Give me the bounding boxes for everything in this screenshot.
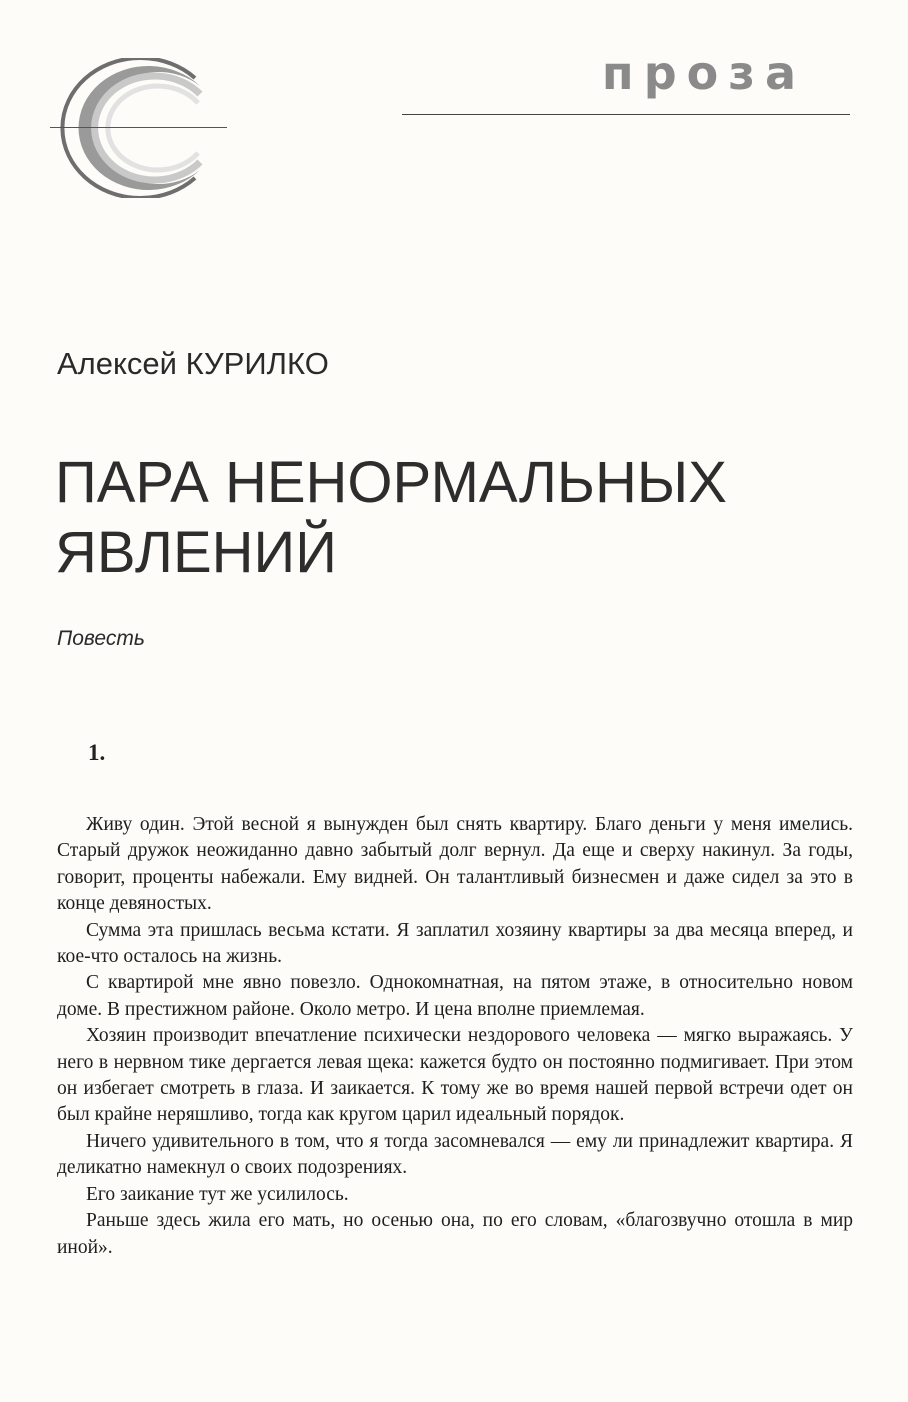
paragraph: С квартирой мне явно повезло. Однокомнатная, на пятом этаже, в относительно новом доме. В престижном районе. Около метро. И цена вполне приемлемая. — [57, 972, 853, 1020]
paragraph: Раньше здесь жила его мать, но осенью она, по его словам, «благозвучно отошла в мир иной». — [57, 1210, 853, 1258]
section-label: проза — [601, 46, 806, 100]
story-title — [55, 448, 835, 588]
genre-label: Повесть — [57, 627, 145, 650]
paragraph: Сумма эта пришлась весьма кстати. Я заплатил хозяину квартиры за два месяца вперед, и кое-что осталось на жизнь. — [57, 919, 853, 968]
paragraph: Живу один. Этой весной я вынужден был снять квартиру. Благо деньги у меня имелись. Старый дружок неожиданно давно забытый долг вернул. Да еще и сверху накинул. За годы, говорит, проценты набежали. Ему видней. Он талантливый бизнесмен и даже сидел за это в конце девяностых. — [57, 814, 853, 915]
author-name: Алексей КУРИЛКО — [57, 346, 329, 381]
story-body — [57, 812, 853, 1261]
magazine-c-logo-icon — [50, 58, 230, 198]
story-title-line: ЯВЛЕНИЙ — [55, 520, 337, 585]
paragraph: Хозяин производит впечатление психически нездорового человека — мягко выражаясь. У него в нервном тике дергается левая щека: кажется будто он постоянно подмигивает. При этом он избегает смотреть в глаза. И заикается. К тому же во время нашей первой встречи одет он был крайне неряшливо, тогда как кругом царил идеальный порядок. — [57, 1025, 853, 1126]
story-title-line: ПАРА НЕНОРМАЛЬНЫХ — [55, 450, 727, 515]
section-rule — [402, 114, 850, 115]
logo-rule — [50, 127, 227, 128]
paragraph: Его заикание тут же усилилось. — [86, 1183, 349, 1205]
chapter-number: 1. — [88, 740, 106, 765]
paragraph: Ничего удивительного в том, что я тогда засомневался — ему ли принадлежит квартира. Я деликатно намекнул о своих подозрениях. — [57, 1130, 853, 1179]
